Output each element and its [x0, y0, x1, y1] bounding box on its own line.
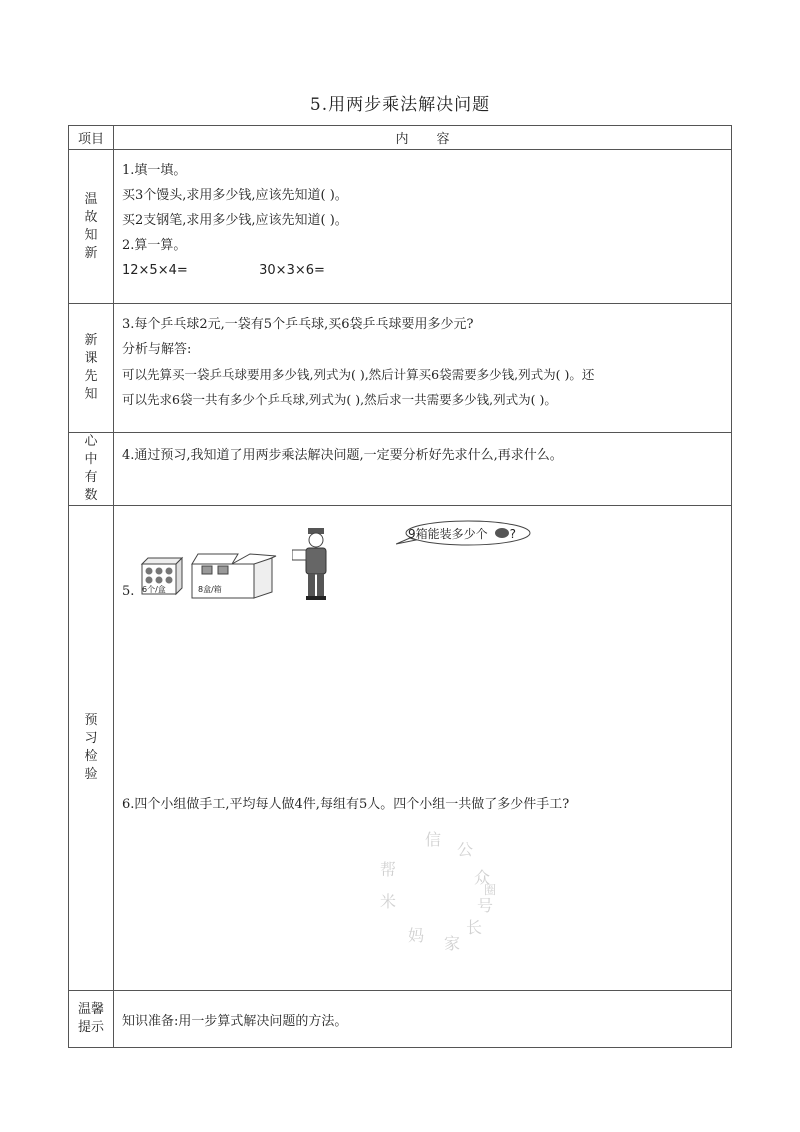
watermark-char: 家	[443, 934, 460, 953]
new-lesson-label: 新课先知	[69, 304, 114, 433]
header-item: 项目	[69, 126, 114, 150]
mind-content	[114, 433, 732, 506]
watermark-char: 圈	[483, 883, 496, 897]
watermark-char: 信	[424, 830, 441, 849]
new-lesson-row	[69, 304, 732, 433]
q6-text: 6.四个小组做手工,平均每人做4件,每组有5人。四个小组一共做了多少件手工?	[122, 797, 570, 812]
tip-row	[69, 991, 732, 1048]
q3-text: 3.每个乒乓球2元,一袋有5个乒乓球,买6袋乒乓球要用多少元?	[122, 317, 474, 332]
q1-line2: 买2支钢笔,求用多少钱,应该先知道( )。	[122, 213, 348, 228]
small-box-label: 6个/盒	[142, 585, 166, 594]
analysis-line2: 可以先求6袋一共有多少个乒乓球,列式为( ),然后求一共需要多少钱,列式为( )。	[122, 392, 557, 407]
watermark-char: 公	[456, 840, 473, 859]
expr-1: 12×5×4=	[122, 263, 188, 278]
watermark-char: 众	[473, 868, 490, 887]
q5-area	[114, 506, 731, 776]
preview-label: 预习检验	[69, 506, 114, 991]
review-content	[114, 150, 732, 304]
new-lesson-content	[114, 304, 732, 433]
watermark-char: 帮	[379, 860, 396, 879]
speech-text: 9箱能装多少个 ?	[408, 527, 517, 541]
analysis-label: 分析与解答:	[122, 342, 192, 357]
page-title: 5.用两步乘法解决问题	[309, 95, 491, 115]
review-row	[69, 150, 732, 304]
header-content: 内容	[114, 126, 732, 150]
watermark-char: 长	[465, 918, 482, 937]
watermark-char: 号	[476, 896, 493, 915]
q1-line1: 买3个馒头,求用多少钱,应该先知道( )。	[122, 188, 348, 203]
review-label: 温故知新	[69, 150, 114, 304]
tip-label: 温馨提示	[69, 991, 114, 1048]
q4-text: 4.通过预习,我知道了用两步乘法解决问题,一定要分析好先求什么,再求什么。	[122, 448, 563, 463]
q1-title: 1.填一填。	[122, 163, 187, 178]
mind-label: 心中有数	[69, 433, 114, 506]
header-row	[69, 126, 732, 150]
tip-text: 知识准备:用一步算式解决问题的方法。	[122, 1013, 348, 1029]
analysis-line1: 可以先算买一袋乒乓球要用多少钱,列式为( ),然后计算买6袋需要多少钱,列式为( )。还	[122, 367, 595, 382]
watermark-char: 米	[379, 892, 396, 911]
expr-2: 30×3×6=	[259, 263, 325, 278]
q5-number: 5.	[122, 584, 135, 599]
worker-illustration	[292, 526, 342, 602]
watermark-stamp	[370, 830, 496, 956]
watermark-char: 妈	[407, 926, 424, 945]
q2-expressions	[122, 258, 723, 283]
q2-title: 2.算一算。	[122, 238, 187, 253]
tip-content	[114, 991, 732, 1048]
large-box-label: 8盒/箱	[198, 585, 222, 594]
mind-row	[69, 433, 732, 506]
